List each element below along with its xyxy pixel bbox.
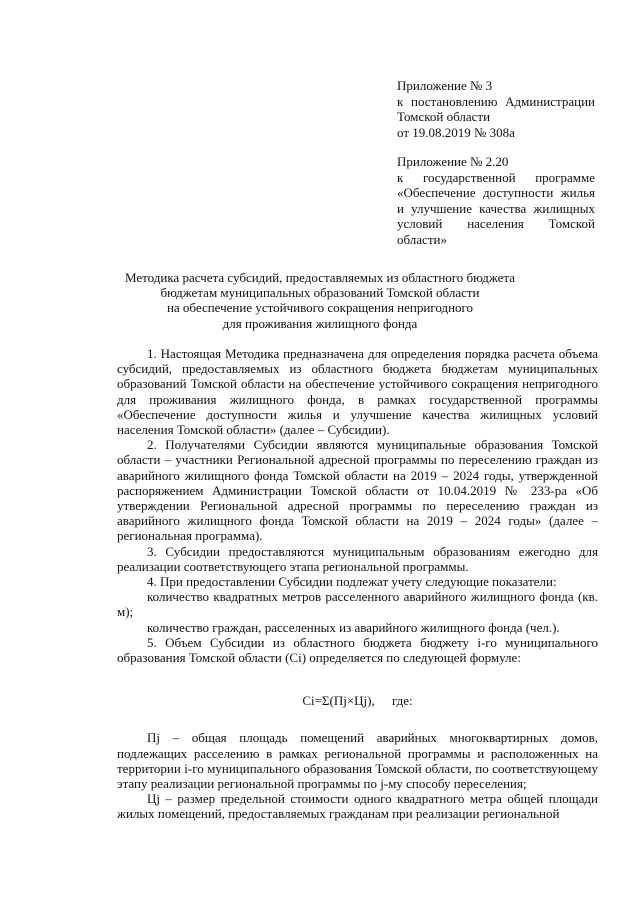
appendix-3-date: от 19.08.2019 № 308а <box>397 124 515 140</box>
definition-pj: Пj – общая площадь помещений аварийных многоквартирных домов, подлежащих расселению в рамках региональной программы и расположенных на территории i-го муниципального образования Томской области, по соответствующему этапу реализации региональной программы по j-му способу переселения; <box>117 730 598 792</box>
paragraph-2: 2. Получателями Субсидии являются муниципальные образования Томской области – участники Региональной адресной программы по переселению граждан из аварийного жилищного фонда Томской области на 2019 – 2024 годы, утвержденной распоряжением Администрации Томской области от 10.04.2019 № 233-ра «Об утверждении Региональной адресной программы по переселению граждан из аварийного жилищного фонда Томской области на 2019 – 2024 годы» (далее – региональная программа). <box>117 437 598 544</box>
appendix-3-region: Томской области <box>397 109 491 124</box>
appendix-2-20-program-line1: «Обеспечение доступности жилья <box>397 185 595 200</box>
title-line-3: на обеспечение устойчивого сокращения непригодного <box>166 300 474 316</box>
appendix-3-title: Приложение № 3 <box>397 78 493 93</box>
appendix-2-20-program-line2: и улучшение качества жилищных <box>397 200 595 216</box>
paragraph-1: 1. Настоящая Методика предназначена для определения порядка расчета объема субсидий, предоставляемых из областного бюджета бюджетам муниципальных образований Томской области на обеспечение устойчивого сокращения непригодного для проживания жилищного фонда, в рамках государственной программы «Обеспечение доступности жилья и улучшение качества жилищных условий населения Томской области» (далее – Субсидии). <box>117 346 598 438</box>
paragraph-4: 4. При предоставлении Субсидии подлежат учету следующие показатели: <box>147 574 557 590</box>
title-line-2: бюджетам муниципальных образований Томской области <box>160 285 480 301</box>
appendix-3-block <box>397 78 595 140</box>
appendix-3-ref: к постановлению Администрации <box>397 93 595 109</box>
formula-expression: Ci=Σ(Пj×Цj), <box>302 693 375 709</box>
appendix-2-20-program-line4: области» <box>397 231 447 247</box>
appendix-2-20-block <box>397 154 595 247</box>
appendix-2-20-title: Приложение № 2.20 <box>397 154 509 169</box>
title-line-1: Методика расчета субсидий, предоставляемых из областного бюджета <box>124 270 516 285</box>
paragraph-4-indicator-citizens: количество граждан, расселенных из аварийного жилищного фонда (чел.). <box>147 619 560 635</box>
document-title <box>100 270 540 331</box>
paragraph-3: 3. Субсидии предоставляются муниципальным образованиям ежегодно для реализации соответствующего этапа региональной программы. <box>117 543 598 574</box>
definition-cj: Цj – размер предельной стоимости одного квадратного метра общей площади жилых помещений, предоставляемых гражданам при реализации региональной <box>117 791 598 822</box>
appendix-2-20-program-line3: условий населения Томской <box>397 216 595 231</box>
formula <box>117 693 598 708</box>
title-line-4: для проживания жилищного фонда <box>222 315 418 331</box>
paragraph-5: 5. Объем Субсидии из областного бюджета бюджету i-го муниципального образования Томской области (Ci) определяется по следующей формуле: <box>117 634 598 666</box>
appendix-2-20-ref: к государственной программе <box>397 169 595 185</box>
formula-where: где: <box>391 693 413 709</box>
document-body <box>117 346 598 822</box>
paragraph-4-indicator-area: количество квадратных метров расселенного аварийного жилищного фонда (кв. м); <box>117 589 598 620</box>
